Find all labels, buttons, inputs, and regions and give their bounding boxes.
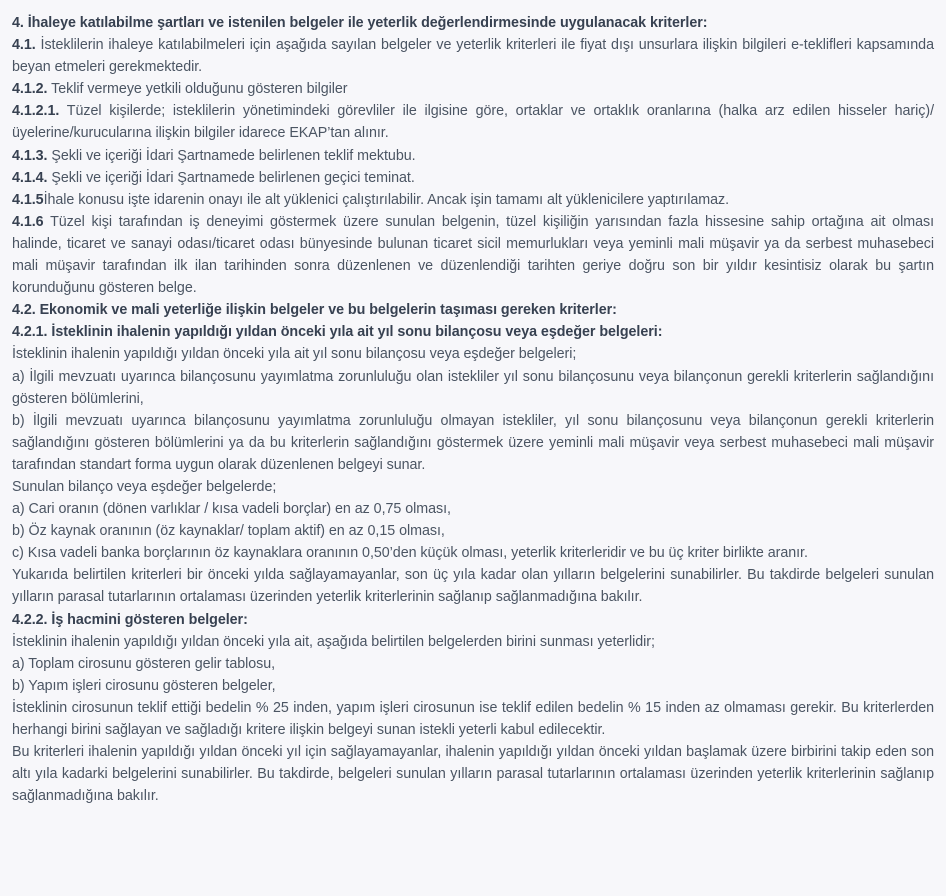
clause-text-sec-4-2-1-banka: c) Kısa vadeli banka borçlarının öz kaynaklara oranının 0,50’den küçük olması, yeterlik kriterleridir ve bu üç kriter birlikte aranır. xyxy=(12,545,808,562)
clause-text-sec-4-2: 4.2. Ekonomik ve mali yeterliğe ilişkin belgeler ve bu belgelerin taşıması gereken kriterler: xyxy=(12,302,617,319)
clause-number-sec-4-1-2: 4.1.2. xyxy=(12,81,48,98)
paragraph-sec-4-2-1-banka xyxy=(12,542,934,564)
paragraph-sec-4-1-2-1 xyxy=(12,100,934,144)
clause-text-sec-4-2-2: 4.2.2. İş hacmini gösteren belgeler: xyxy=(12,611,248,628)
paragraph-sec-4-2-1-intro xyxy=(12,343,934,365)
clause-text-sec-4-2-1-sunulan: Sunulan bilanço veya eşdeğer belgelerde; xyxy=(12,478,277,495)
paragraph-sec-4-1 xyxy=(12,34,934,78)
clause-text-sec-4-1-2-1: Tüzel kişilerde; isteklilerin yönetimindeki görevliler ile ilgisine göre, ortaklar ve ortaklık oranlarına (halka arz edilen hisseler hariç)/üyelerine/kurucularına ilişkin bilgiler idarece EKAP’tan alınır. xyxy=(12,103,934,142)
clause-number-sec-4-1: 4.1. xyxy=(12,37,36,54)
clause-text-sec-4-2-1-b: b) İlgili mevzuatı uyarınca bilançosunu yayımlatma zorunluluğu olmayan istekliler, yıl sonu bilançosunu veya bilançonun gerekli kriterlerin sağlandığını gösteren bölümlerini ya da bu kriterlerin sağlandığını göstermek üzere yeminli mali müşavir veya serbest muhasebeci mali müşavir tarafından standart forma uygun olarak düzenlenen belgeyi sunar. xyxy=(12,412,934,473)
clause-text-sec-4-2-1-cari: a) Cari oranın (dönen varlıklar / kısa vadeli borçlar) en az 0,75 olması, xyxy=(12,501,451,518)
clause-text-sec-4-2-1-a: a) İlgili mevzuatı uyarınca bilançosunu yayımlatma zorunluluğu olan istekliler yıl sonu bilançosunu veya bilançonun gerekli kriterlerin sağlandığını gösteren bölümlerini, xyxy=(12,368,934,407)
paragraph-sec-4-2-1-cari xyxy=(12,498,934,520)
clause-text-sec-4-2-2-ciro: İsteklinin cirosunun teklif ettiği bedelin % 25 inden, yapım işleri cirosunun ise teklif edilen bedelin % 15 inden az olmaması gerekir. Bu kriterlerden herhangi birini sağlayan ve sağladığı kritere ilişkin belgeyi sunan istekli yeterli kabul edilecektir. xyxy=(12,699,934,738)
clause-text-sec-4-2-2-a: a) Toplam cirosunu gösteren gelir tablosu, xyxy=(12,655,276,672)
clause-text-sec-4-2-1-ozkaynak: b) Öz kaynak oranının (öz kaynaklar/ toplam aktif) en az 0,15 olması, xyxy=(12,523,445,540)
clause-text-sec-4: 4. İhaleye katılabilme şartları ve istenilen belgeler ile yeterlik değerlendirmesinde uygulanacak kriterler: xyxy=(12,15,708,31)
paragraph-sec-4-1-4 xyxy=(12,167,934,189)
paragraph-sec-4-1-5 xyxy=(12,189,934,211)
clause-text-sec-4-1-6: Tüzel kişi tarafından iş deneyimi göstermek üzere sunulan belgenin, tüzel kişiliğin yarısından fazla hissesine sahip ortağına ait olması halinde, ticaret ve sanayi odası/ticaret odası bünyesinde bulunan ticaret sicil memurlukları veya yeminli mali müşavir ya da serbest muhasebeci mali müşavir tarafından ilk ilan tarihinden sonra düzenlenen ve düzenlendiği tarihten geriye doğru son bir yıldır kesintisiz olarak bu şartın korunduğunu gösteren belge. xyxy=(12,213,934,297)
paragraph-sec-4-2-2-b xyxy=(12,675,934,697)
clause-text-sec-4-2-1-yukarida: Yukarıda belirtilen kriterleri bir önceki yılda sağlayamayanlar, son üç yıla kadar olan yılların belgelerini sunabilirler. Bu takdirde belgeleri sunulan yılların parasal tutarlarının ortalaması üzerinden yeterlik kriterlerinin sağlanıp sağlanmadığına bakılır. xyxy=(12,567,934,606)
paragraph-sec-4-2-2-son xyxy=(12,741,934,807)
clause-text-sec-4-1-5: İhale konusu işte idarenin onayı ile alt yüklenici çalıştırılabilir. Ancak işin tamamı alt yüklenicilere yaptırılamaz. xyxy=(43,191,729,208)
paragraph-sec-4-1-2 xyxy=(12,78,934,100)
clause-text-sec-4-1-3: Şekli ve içeriği İdari Şartnamede belirlenen teklif mektubu. xyxy=(47,147,416,164)
paragraph-sec-4-2 xyxy=(12,299,934,321)
clause-text-sec-4-1: İsteklilerin ihaleye katılabilmeleri için aşağıda sayılan belgeler ve yeterlik kriterleri ile fiyat dışı unsurlara ilişkin bilgileri e-teklifleri kapsamında beyan etmeleri gerekmektedir. xyxy=(12,37,934,76)
paragraph-sec-4-2-1-ozkaynak xyxy=(12,520,934,542)
clause-number-sec-4-1-3: 4.1.3. xyxy=(12,147,48,164)
paragraph-sec-4-1-3 xyxy=(12,145,934,167)
clause-text-sec-4-2-1-intro: İsteklinin ihalenin yapıldığı yıldan önceki yıla ait yıl sonu bilançosu veya eşdeğer belgeleri; xyxy=(12,346,577,363)
clause-text-sec-4-2-2-son: Bu kriterleri ihalenin yapıldığı yıldan önceki yıl için sağlayamayanlar, ihalenin yapıldığı yıldan önceki yıldan başlamak üzere birbirini takip eden son altı yıla kadarki belgelerini sunabilirler. Bu takdirde, belgeleri sunulan yılların parasal tutarlarının ortalaması üzerinden yeterlik kriterlerinin sağlanıp sağlanmadığına bakılır. xyxy=(12,744,934,805)
paragraph-sec-4-2-1-sunulan xyxy=(12,476,934,498)
clause-number-sec-4-1-2-1: 4.1.2.1. xyxy=(12,103,60,120)
clause-text-sec-4-2-1: 4.2.1. İsteklinin ihalenin yapıldığı yıldan önceki yıla ait yıl sonu bilançosu veya eşdeğer belgeleri: xyxy=(12,324,663,341)
clause-text-sec-4-2-2-b: b) Yapım işleri cirosunu gösteren belgeler, xyxy=(12,677,276,694)
clause-number-sec-4-1-5: 4.1.5 xyxy=(12,191,44,208)
clause-text-sec-4-1-4: Şekli ve içeriği İdari Şartnamede belirlenen geçici teminat. xyxy=(47,169,415,186)
paragraph-sec-4-1-6 xyxy=(12,211,934,299)
paragraph-sec-4-2-1-b xyxy=(12,410,934,476)
clause-number-sec-4-1-4: 4.1.4. xyxy=(12,169,48,186)
clause-number-sec-4-1-6: 4.1.6 xyxy=(12,213,44,230)
clause-text-sec-4-2-2-intro: İsteklinin ihalenin yapıldığı yıldan önceki yıla ait, aşağıda belirtilen belgelerden birini sunması yeterlidir; xyxy=(12,633,655,650)
paragraph-sec-4-2-2-a xyxy=(12,653,934,675)
paragraph-sec-4-2-2-intro xyxy=(12,631,934,653)
paragraph-sec-4-2-1 xyxy=(12,321,934,343)
paragraph-sec-4-2-1-yukarida xyxy=(12,564,934,608)
paragraph-sec-4-2-2-ciro xyxy=(12,697,934,741)
paragraph-sec-4-2-1-a xyxy=(12,366,934,410)
paragraph-sec-4-2-2 xyxy=(12,609,934,631)
clause-text-sec-4-1-2: Teklif vermeye yetkili olduğunu gösteren bilgiler xyxy=(47,81,348,98)
paragraph-sec-4 xyxy=(12,12,934,34)
